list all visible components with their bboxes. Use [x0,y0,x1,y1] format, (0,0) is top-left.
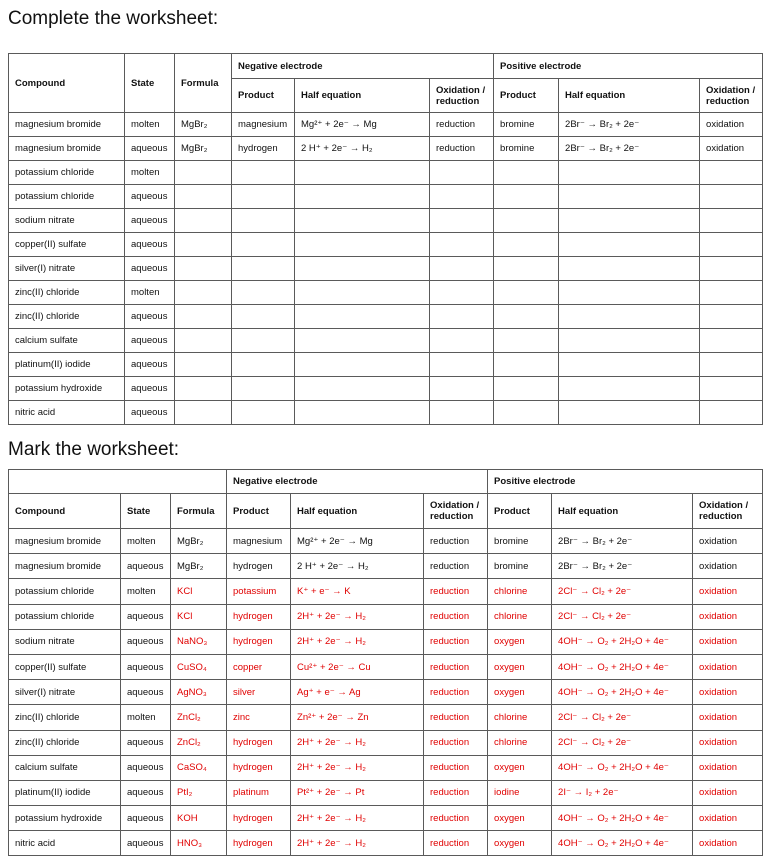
state-header: State [121,494,171,529]
compound-header: Compound [9,54,125,113]
positive-oxidation-reduction-cell: oxidation [693,680,763,705]
formula-header: Formula [171,494,227,529]
state-cell: aqueous [125,233,175,257]
positive-electrode-header: Positive electrode [494,54,763,79]
state-cell: aqueous [121,629,171,654]
compound-cell: copper(II) sulfate [9,654,121,679]
negative-product-cell [232,161,295,185]
negative-half-equation-cell: Pt²⁺ + 2e⁻ → Pt [291,780,424,805]
positive-oxidation-reduction-cell [700,377,763,401]
positive-half-equation-cell: 2Cl⁻ → Cl₂ + 2e⁻ [552,705,693,730]
positive-oxidation-reduction-cell [700,329,763,353]
positive-oxidation-reduction-cell: oxidation [693,529,763,554]
positive-half-equation-cell [559,161,700,185]
positive-half-equation-cell: 4OH⁻ → O₂ + 2H₂O + 4e⁻ [552,755,693,780]
formula-cell [175,161,232,185]
state-cell: aqueous [125,137,175,161]
negative-half-equation-cell [295,377,430,401]
positive-product-cell [494,161,559,185]
positive-half-equation-header: Half equation [559,79,700,113]
negative-half-equation-cell: 2H⁺ + 2e⁻ → H₂ [291,730,424,755]
negative-product-cell [232,377,295,401]
positive-oxidation-reduction-cell: oxidation [693,705,763,730]
state-cell: aqueous [121,604,171,629]
positive-product-header: Product [488,494,552,529]
table-row [9,755,763,780]
positive-product-cell [494,233,559,257]
formula-cell [175,257,232,281]
negative-oxidation-reduction-cell: reduction [424,579,488,604]
negative-oxidation-reduction-cell: reduction [424,529,488,554]
negative-oxidation-reduction-cell [430,233,494,257]
formula-cell: MgBr₂ [171,554,227,579]
table-row [9,161,763,185]
positive-product-cell: chlorine [488,579,552,604]
formula-cell: NaNO₃ [171,629,227,654]
table-row [9,185,763,209]
complete-worksheet-body [9,113,763,425]
positive-product-cell: oxygen [488,629,552,654]
positive-oxidation-reduction-cell [700,305,763,329]
positive-half-equation-cell: 2Br⁻ → Br₂ + 2e⁻ [552,529,693,554]
negative-product-cell: hydrogen [227,554,291,579]
mark-worksheet-body [9,529,763,856]
positive-half-equation-cell: 4OH⁻ → O₂ + 2H₂O + 4e⁻ [552,806,693,831]
table-row [9,730,763,755]
negative-oxidation-reduction-cell: reduction [424,629,488,654]
negative-oxidation-reduction-cell: reduction [424,780,488,805]
state-cell: aqueous [125,377,175,401]
negative-oxidation-reduction-cell: reduction [430,113,494,137]
formula-cell: CuSO₄ [171,654,227,679]
negative-half-equation-cell: 2 H⁺ + 2e⁻ → H₂ [295,137,430,161]
complete-worksheet-table [8,53,763,425]
positive-product-cell [494,305,559,329]
negative-product-cell: copper [227,654,291,679]
negative-oxidation-reduction-cell [430,377,494,401]
positive-half-equation-cell: 2I⁻ → I₂ + 2e⁻ [552,780,693,805]
formula-cell [175,281,232,305]
positive-oxidation-reduction-header: Oxidation / reduction [700,79,763,113]
negative-product-cell: hydrogen [227,629,291,654]
state-cell: molten [125,113,175,137]
negative-half-equation-cell [295,401,430,425]
positive-product-cell: oxygen [488,806,552,831]
state-cell: aqueous [121,806,171,831]
negative-half-equation-cell [295,257,430,281]
compound-cell: potassium hydroxide [9,377,125,401]
negative-oxidation-reduction-cell: reduction [430,137,494,161]
state-cell: molten [121,579,171,604]
negative-half-equation-cell [295,353,430,377]
negative-half-equation-cell [295,329,430,353]
positive-product-cell [494,377,559,401]
compound-cell: potassium chloride [9,604,121,629]
state-cell: aqueous [125,353,175,377]
positive-oxidation-reduction-cell: oxidation [700,113,763,137]
negative-oxidation-reduction-cell [430,281,494,305]
compound-cell: silver(I) nitrate [9,257,125,281]
negative-product-cell [232,329,295,353]
compound-cell: magnesium bromide [9,529,121,554]
positive-half-equation-cell: 4OH⁻ → O₂ + 2H₂O + 4e⁻ [552,654,693,679]
formula-cell: HNO₃ [171,831,227,856]
formula-cell: KCl [171,604,227,629]
negative-electrode-header: Negative electrode [232,54,494,79]
state-cell: aqueous [121,780,171,805]
negative-half-equation-cell: Mg²⁺ + 2e⁻ → Mg [291,529,424,554]
negative-half-equation-cell: Ag⁺ + e⁻ → Ag [291,680,424,705]
table-row [9,831,763,856]
negative-product-cell [232,209,295,233]
negative-oxidation-reduction-cell: reduction [424,554,488,579]
table-row [9,377,763,401]
formula-cell: KCl [171,579,227,604]
positive-product-cell: bromine [488,529,552,554]
positive-half-equation-cell: 2Br⁻ → Br₂ + 2e⁻ [559,137,700,161]
negative-half-equation-cell [295,305,430,329]
table-row [9,579,763,604]
negative-product-cell: zinc [227,705,291,730]
formula-cell: PtI₂ [171,780,227,805]
table-row [9,257,763,281]
positive-half-equation-cell: 2Cl⁻ → Cl₂ + 2e⁻ [552,579,693,604]
negative-product-cell: platinum [227,780,291,805]
negative-oxidation-reduction-cell [430,209,494,233]
positive-product-cell: chlorine [488,705,552,730]
positive-oxidation-reduction-cell: oxidation [693,831,763,856]
compound-cell: zinc(II) chloride [9,730,121,755]
positive-oxidation-reduction-cell: oxidation [693,579,763,604]
negative-oxidation-reduction-cell: reduction [424,806,488,831]
positive-product-cell [494,329,559,353]
table-row [9,137,763,161]
negative-oxidation-reduction-cell [430,329,494,353]
negative-half-equation-cell: 2H⁺ + 2e⁻ → H₂ [291,755,424,780]
compound-cell: silver(I) nitrate [9,680,121,705]
negative-oxidation-reduction-cell [430,185,494,209]
formula-cell: MgBr₂ [175,113,232,137]
negative-oxidation-reduction-cell: reduction [424,730,488,755]
state-cell: molten [121,529,171,554]
formula-cell [175,401,232,425]
state-cell: aqueous [121,730,171,755]
positive-oxidation-reduction-cell: oxidation [693,629,763,654]
positive-product-cell: bromine [494,137,559,161]
table-row [9,353,763,377]
negative-oxidation-reduction-cell [430,257,494,281]
formula-cell: CaSO₄ [171,755,227,780]
positive-product-cell: oxygen [488,654,552,679]
negative-half-equation-cell [295,209,430,233]
negative-oxidation-reduction-header: Oxidation / reduction [424,494,488,529]
negative-oxidation-reduction-cell [430,401,494,425]
positive-oxidation-reduction-cell: oxidation [693,806,763,831]
negative-product-cell: hydrogen [227,755,291,780]
positive-half-equation-cell: 2Cl⁻ → Cl₂ + 2e⁻ [552,730,693,755]
table-row [9,780,763,805]
table-row [9,233,763,257]
formula-cell: ZnCl₂ [171,730,227,755]
positive-half-equation-cell: 4OH⁻ → O₂ + 2H₂O + 4e⁻ [552,629,693,654]
state-cell: molten [121,705,171,730]
negative-product-cell: hydrogen [227,730,291,755]
compound-cell: magnesium bromide [9,137,125,161]
negative-product-cell: hydrogen [227,806,291,831]
positive-half-equation-cell [559,233,700,257]
negative-product-cell [232,233,295,257]
positive-product-header: Product [494,79,559,113]
positive-half-equation-cell: 2Cl⁻ → Cl₂ + 2e⁻ [552,604,693,629]
complete-worksheet-title: Complete the worksheet: [8,8,219,29]
table-row [9,529,763,554]
negative-electrode-header: Negative electrode [227,470,488,494]
negative-product-cell [232,257,295,281]
compound-cell: sodium nitrate [9,209,125,233]
compound-cell: nitric acid [9,401,125,425]
negative-product-header: Product [227,494,291,529]
table-row [9,806,763,831]
positive-product-cell: chlorine [488,604,552,629]
negative-oxidation-reduction-cell: reduction [424,705,488,730]
positive-half-equation-cell: 4OH⁻ → O₂ + 2H₂O + 4e⁻ [552,831,693,856]
positive-product-cell [494,281,559,305]
positive-oxidation-reduction-cell: oxidation [693,604,763,629]
table-row [9,604,763,629]
compound-header: Compound [9,494,121,529]
state-cell: molten [125,161,175,185]
positive-product-cell: bromine [488,554,552,579]
positive-oxidation-reduction-cell: oxidation [693,780,763,805]
negative-oxidation-reduction-cell: reduction [424,831,488,856]
compound-cell: potassium chloride [9,161,125,185]
compound-cell: zinc(II) chloride [9,705,121,730]
negative-product-cell: hydrogen [227,604,291,629]
positive-oxidation-reduction-cell [700,401,763,425]
state-cell: aqueous [125,401,175,425]
compound-cell: calcium sulfate [9,329,125,353]
positive-product-cell: bromine [494,113,559,137]
negative-half-equation-cell: Mg²⁺ + 2e⁻ → Mg [295,113,430,137]
compound-cell: potassium chloride [9,185,125,209]
state-cell: aqueous [121,554,171,579]
positive-half-equation-cell [559,185,700,209]
compound-cell: sodium nitrate [9,629,121,654]
positive-product-cell [494,209,559,233]
negative-oxidation-reduction-cell: reduction [424,755,488,780]
table-row [9,654,763,679]
negative-half-equation-cell: Cu²⁺ + 2e⁻ → Cu [291,654,424,679]
formula-cell: KOH [171,806,227,831]
state-cell: aqueous [125,185,175,209]
formula-cell [175,305,232,329]
positive-half-equation-cell [559,257,700,281]
negative-oxidation-reduction-cell [430,353,494,377]
positive-oxidation-reduction-cell: oxidation [693,554,763,579]
negative-product-cell [232,353,295,377]
positive-product-cell [494,257,559,281]
negative-half-equation-cell: 2H⁺ + 2e⁻ → H₂ [291,604,424,629]
positive-oxidation-reduction-cell [700,281,763,305]
table-row [9,629,763,654]
positive-half-equation-cell [559,281,700,305]
positive-half-equation-cell [559,401,700,425]
state-cell: aqueous [121,831,171,856]
compound-cell: magnesium bromide [9,113,125,137]
compound-cell: calcium sulfate [9,755,121,780]
negative-half-equation-header: Half equation [291,494,424,529]
positive-oxidation-reduction-cell [700,161,763,185]
state-cell: aqueous [121,680,171,705]
negative-half-equation-cell [295,185,430,209]
state-header: State [125,54,175,113]
state-cell: aqueous [125,257,175,281]
negative-oxidation-reduction-cell: reduction [424,604,488,629]
negative-oxidation-reduction-cell: reduction [424,654,488,679]
formula-cell [175,209,232,233]
state-cell: aqueous [125,209,175,233]
table-row [9,113,763,137]
positive-product-cell: iodine [488,780,552,805]
positive-product-cell: oxygen [488,831,552,856]
positive-oxidation-reduction-cell [700,353,763,377]
negative-oxidation-reduction-cell [430,305,494,329]
compound-cell: platinum(II) iodide [9,353,125,377]
negative-product-cell: silver [227,680,291,705]
negative-oxidation-reduction-header: Oxidation / reduction [430,79,494,113]
negative-half-equation-cell: 2H⁺ + 2e⁻ → H₂ [291,629,424,654]
negative-half-equation-cell [295,233,430,257]
formula-cell [175,329,232,353]
positive-product-cell: oxygen [488,680,552,705]
formula-cell: MgBr₂ [175,137,232,161]
negative-half-equation-cell [295,281,430,305]
state-cell: aqueous [121,654,171,679]
negative-product-cell [232,281,295,305]
positive-half-equation-cell: 2Br⁻ → Br₂ + 2e⁻ [552,554,693,579]
mark-worksheet-title: Mark the worksheet: [8,439,180,460]
formula-cell: AgNO₃ [171,680,227,705]
positive-half-equation-header: Half equation [552,494,693,529]
negative-half-equation-cell: 2 H⁺ + 2e⁻ → H₂ [291,554,424,579]
positive-product-cell: oxygen [488,755,552,780]
positive-oxidation-reduction-cell [700,233,763,257]
negative-product-cell [232,401,295,425]
positive-oxidation-reduction-header: Oxidation / reduction [693,494,763,529]
negative-half-equation-cell: 2H⁺ + 2e⁻ → H₂ [291,806,424,831]
positive-product-cell [494,401,559,425]
negative-oxidation-reduction-cell [430,161,494,185]
positive-oxidation-reduction-cell [700,209,763,233]
positive-oxidation-reduction-cell: oxidation [693,755,763,780]
table-row [9,209,763,233]
negative-product-cell: hydrogen [232,137,295,161]
positive-half-equation-cell [559,353,700,377]
compound-cell: magnesium bromide [9,554,121,579]
mark-table-blank-header [9,470,227,494]
table-row [9,329,763,353]
state-cell: molten [125,281,175,305]
mark-worksheet-table [8,469,763,856]
formula-cell [175,377,232,401]
state-cell: aqueous [121,755,171,780]
table-row [9,305,763,329]
negative-product-cell: magnesium [227,529,291,554]
negative-product-cell [232,305,295,329]
table-row [9,401,763,425]
positive-half-equation-cell: 2Br⁻ → Br₂ + 2e⁻ [559,113,700,137]
negative-half-equation-header: Half equation [295,79,430,113]
negative-oxidation-reduction-cell: reduction [424,680,488,705]
positive-oxidation-reduction-cell [700,257,763,281]
compound-cell: potassium chloride [9,579,121,604]
positive-oxidation-reduction-cell: oxidation [693,654,763,679]
positive-half-equation-cell [559,209,700,233]
formula-cell [175,233,232,257]
compound-cell: zinc(II) chloride [9,281,125,305]
state-cell: aqueous [125,329,175,353]
negative-product-cell: magnesium [232,113,295,137]
table-row [9,554,763,579]
positive-half-equation-cell: 4OH⁻ → O₂ + 2H₂O + 4e⁻ [552,680,693,705]
positive-electrode-header: Positive electrode [488,470,763,494]
compound-cell: copper(II) sulfate [9,233,125,257]
negative-product-header: Product [232,79,295,113]
positive-oxidation-reduction-cell [700,185,763,209]
negative-product-cell: potassium [227,579,291,604]
positive-half-equation-cell [559,305,700,329]
table-row [9,705,763,730]
table-row [9,281,763,305]
formula-cell [175,185,232,209]
state-cell: aqueous [125,305,175,329]
positive-oxidation-reduction-cell: oxidation [700,137,763,161]
positive-product-cell: chlorine [488,730,552,755]
negative-half-equation-cell: Zn²⁺ + 2e⁻ → Zn [291,705,424,730]
formula-cell: MgBr₂ [171,529,227,554]
negative-half-equation-cell [295,161,430,185]
compound-cell: platinum(II) iodide [9,780,121,805]
formula-header: Formula [175,54,232,113]
positive-product-cell [494,353,559,377]
positive-product-cell [494,185,559,209]
positive-half-equation-cell [559,329,700,353]
compound-cell: zinc(II) chloride [9,305,125,329]
formula-cell [175,353,232,377]
compound-cell: potassium hydroxide [9,806,121,831]
negative-half-equation-cell: 2H⁺ + 2e⁻ → H₂ [291,831,424,856]
table-row [9,680,763,705]
negative-half-equation-cell: K⁺ + e⁻ → K [291,579,424,604]
negative-product-cell [232,185,295,209]
positive-half-equation-cell [559,377,700,401]
positive-oxidation-reduction-cell: oxidation [693,730,763,755]
formula-cell: ZnCl₂ [171,705,227,730]
compound-cell: nitric acid [9,831,121,856]
negative-product-cell: hydrogen [227,831,291,856]
